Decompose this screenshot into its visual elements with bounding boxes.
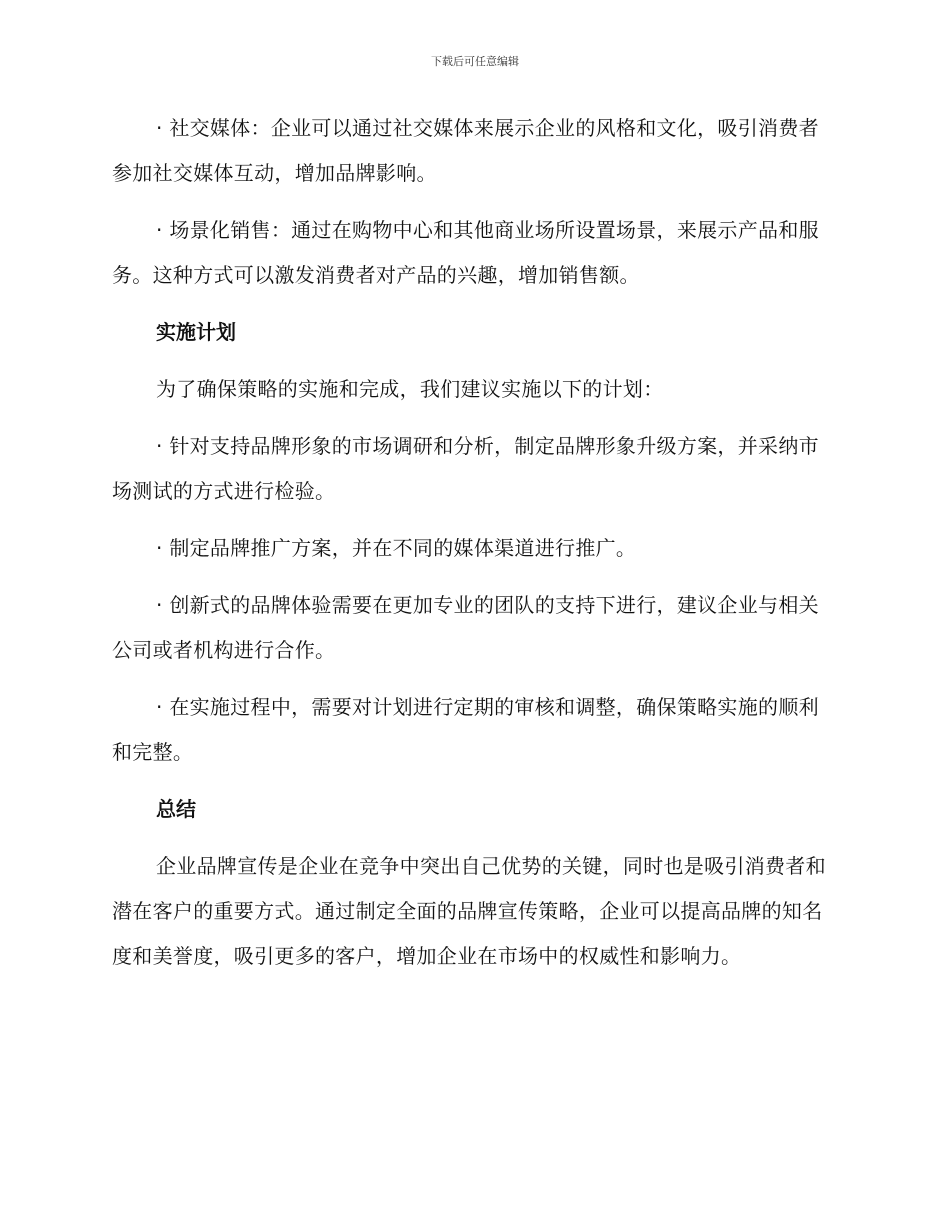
page-header: 下载后可任意编辑 (431, 55, 519, 68)
plan-intro-paragraph: 为了确保策略的实施和完成，我们建议实施以下的计划： (156, 377, 664, 401)
plan-item-experience: · 创新式的品牌体验需要在更加专业的团队的支持下进行，建议企业与相关公司或者机构进行合作。 (112, 593, 819, 662)
plan-item-research: · 针对支持品牌形象的市场调研和分析，制定品牌形象升级方案，并采纳市场测试的方式进行检验。 (112, 434, 819, 503)
section-heading-plan: 实施计划 (156, 320, 236, 344)
summary-paragraph: 企业品牌宣传是企业在竞争中突出自己优势的关键，同时也是吸引消费者和潜在客户的重要方式。通过制定全面的品牌宣传策略，企业可以提高品牌的知名度和美誉度，吸引更多的客户，增加企业在市场中的权威性和影响力。 (112, 854, 826, 968)
document-body (112, 106, 834, 991)
bullet-scenario-sales: · 场景化销售：通过在购物中心和其他商业场所设置场景，来展示产品和服务。这种方式可以激发消费者对产品的兴趣，增加销售额。 (112, 218, 819, 287)
section-heading-summary: 总结 (156, 797, 196, 821)
plan-item-promotion: · 制定品牌推广方案，并在不同的媒体渠道进行推广。 (156, 536, 637, 560)
plan-item-review: · 在实施过程中，需要对计划进行定期的审核和调整，确保策略实施的顺利和完整。 (112, 695, 819, 764)
bullet-social-media: · 社交媒体：企业可以通过社交媒体来展示企业的风格和文化，吸引消费者参加社交媒体互动，增加品牌影响。 (112, 116, 819, 185)
